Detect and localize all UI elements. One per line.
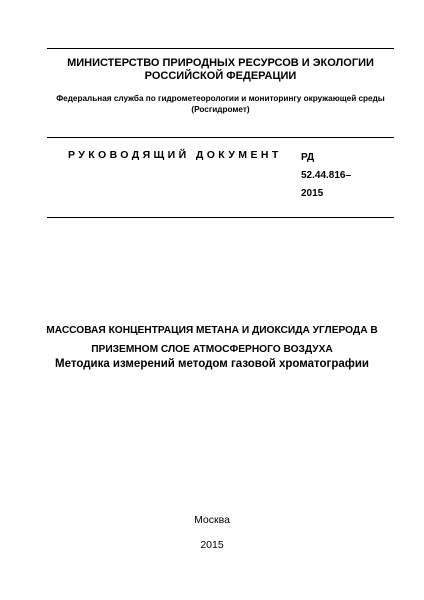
service-line-1: Федеральная служба по гидрометеорологии и мониторингу окружающей среды: [56, 94, 385, 103]
ministry-name: [47, 57, 394, 83]
ministry-line-1: МИНИСТЕРСТВО ПРИРОДНЫХ РЕСУРСОВ И ЭКОЛОГИИ: [67, 57, 374, 69]
document-number-prefix: РД: [301, 152, 315, 163]
publication-year: 2015: [200, 539, 224, 551]
title-line-2: ПРИЗЕМНОМ СЛОЕ АТМОСФЕРНОГО ВОЗДУХА: [91, 344, 333, 355]
ministry-line-2: РОССИЙСКОЙ ФЕДЕРАЦИИ: [144, 70, 297, 82]
title-line-1: МАССОВАЯ КОНЦЕНТРАЦИЯ МЕТАНА И ДИОКСИДА УГЛЕРОДА В: [46, 325, 378, 336]
document-number-code: 52.44.816–: [301, 170, 352, 181]
document-number: [301, 149, 371, 203]
document-title: [20, 321, 404, 359]
top-divider: [47, 48, 394, 49]
bottom-divider: [47, 217, 394, 218]
service-name: [47, 93, 394, 115]
document-number-year: 2015: [301, 188, 324, 199]
document-subtitle: Методика измерений методом газовой хроматографии: [55, 358, 369, 370]
service-line-2: (Росгидромет): [191, 105, 250, 114]
publication-city: Москва: [194, 514, 230, 526]
middle-divider: [47, 137, 394, 138]
document-type: РУКОВОДЯЩИЙ ДОКУМЕНТ: [68, 149, 282, 161]
